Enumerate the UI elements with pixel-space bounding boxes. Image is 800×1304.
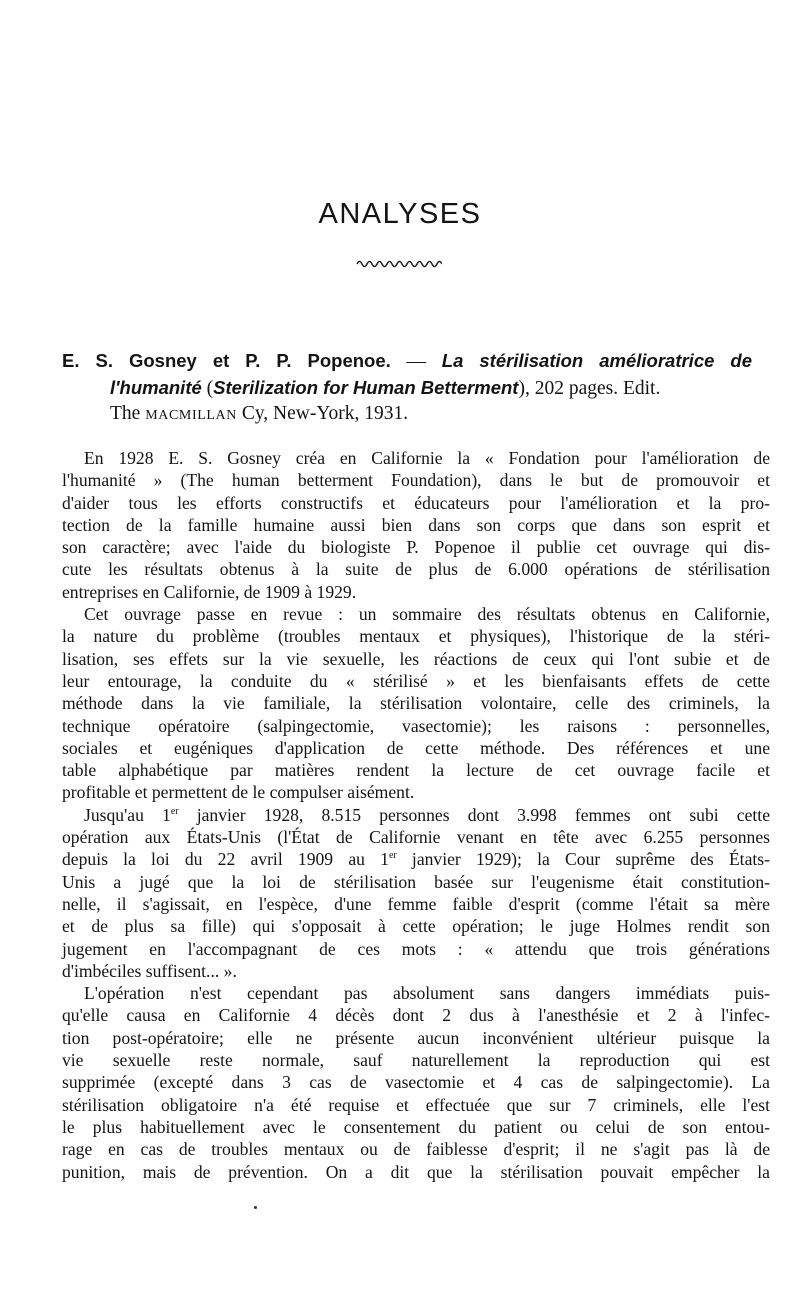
text-line: table alphabétique par matières rendent la lecture de cet ouvrage facile et <box>62 760 770 781</box>
text-segment: Jusqu'au 1 <box>84 804 171 825</box>
text-line: et de plus sa fille) qui s'opposait à cette opération; le juge Holmes rendit son <box>62 916 770 937</box>
heading-dash: — <box>406 351 427 372</box>
text-line: son caractère; avec l'aide du biologiste P. Popenoe il publie cet ouvrage qui dis- <box>62 537 770 558</box>
review-heading <box>62 348 752 429</box>
text-line: supprimée (excepté dans 3 cas de vasectomie et 4 cas de salpingectomie). La <box>62 1072 770 1093</box>
text-line <box>62 848 770 870</box>
text-line: méthode dans la vie familiale, la stérilisation volontaire, celle des criminels, la <box>62 693 770 714</box>
text-line: leur entourage, la conduite du « stérilisé » et les bienfaisants effets de cette <box>62 670 770 691</box>
text-segment: depuis la loi du 22 avril 1909 au 1 <box>62 849 389 870</box>
superscript: er <box>388 850 397 862</box>
page-count: ), 202 pages. Edit. <box>518 377 661 399</box>
text-line: vie sexuelle reste normale, sauf naturellement la reproduction qui est <box>62 1050 770 1071</box>
text-line: tion post-opératoire; elle ne présente aucun inconvénient ultérieur puisque la <box>62 1027 770 1048</box>
text-line: jugement en l'accompagnant de ces mots : « attendu que trois générations <box>62 938 770 959</box>
text-line: lisation, ses effets sur la vie sexuelle, les réactions de ceux qui l'ont subie et de <box>62 648 770 669</box>
book-title-en: Sterilization for Human Betterment <box>213 376 519 398</box>
publisher-prefix: The <box>110 403 141 424</box>
text-line <box>62 804 770 826</box>
superscript: er <box>170 805 179 817</box>
text-line: sociales et eugéniques d'application de cette méthode. Des références et une <box>62 737 770 758</box>
text-line: l'humanité » (The human betterment Foundation), dans le but de promouvoir et <box>62 470 770 491</box>
text-line: rage en cas de troubles mentaux ou de faiblesse d'esprit; il ne s'agit pas là de <box>62 1139 770 1160</box>
section-title: ANALYSES <box>318 198 482 230</box>
text-line: L'opération n'est cependant pas absolument sans dangers immédiats puis- <box>84 983 770 1004</box>
text-line: Cet ouvrage passe en revue : un sommaire des résultats obtenus en Californie, <box>84 604 770 625</box>
text-line: d'aider tous les efforts constructifs et éducateurs pour l'amélioration et la pro- <box>62 492 770 513</box>
text-line: qu'elle causa en Californie 4 décès dont 2 dus à l'anesthésie et 2 à l'infec- <box>62 1005 770 1026</box>
book-title-fr: La stérilisation amélioratrice de <box>441 350 753 371</box>
text-line: cute les résultats obtenus à la suite de plus de 6.000 opérations de stérilisation <box>62 559 770 580</box>
text-line: le plus habituellement avec le consentement du patient ou celui de son entou- <box>62 1116 770 1137</box>
text-segment: janvier 1928, 8.515 personnes dont 3.998 femmes ont subi cette <box>178 804 770 825</box>
text-line: nelle, il s'agissait, en l'espèce, d'une femme faible d'esprit (comme l'était sa mère <box>62 893 770 914</box>
text-line: profitable et permettent de le compulser aisément. <box>62 782 415 803</box>
text-line: En 1928 E. S. Gosney créa en Californie la « Fondation pour l'amélioration de <box>84 448 770 468</box>
publisher-name: MACMILLAN <box>145 408 237 423</box>
print-speck <box>254 1206 257 1209</box>
text-line: punition, mais de prévention. On a dit que la stérilisation pouvait empêcher la <box>62 1161 770 1182</box>
text-line: opération aux États-Unis (l'État de Californie venant en tête avec 6.255 personnes <box>62 827 770 848</box>
wavy-ornament-divider <box>356 258 442 268</box>
authors: E. S. Gosney et P. P. Popenoe. <box>62 350 391 371</box>
publisher-details: Cy, New-York, 1931. <box>241 403 409 424</box>
open-paren: ( <box>206 377 214 399</box>
text-line: d'imbéciles suffisent... ». <box>62 960 237 981</box>
text-line: entreprises en Californie, de 1909 à 1929. <box>62 581 357 602</box>
text-line: la nature du problème (troubles mentaux et physiques), l'historique de la stéri- <box>62 626 770 647</box>
text-segment: janvier 1929); la Cour suprême des États- <box>396 849 770 870</box>
text-line: Unis a jugé que la loi de stérilisation basée sur l'eugenisme était constitution- <box>62 871 770 892</box>
text-line: stérilisation obligatoire n'a été requise et effectuée que sur 7 criminels, elle l'est <box>62 1094 770 1115</box>
text-line: tection de la famille humaine aussi bien dans son corps que dans son esprit et <box>62 514 770 535</box>
review-body <box>62 447 770 1183</box>
text-line: technique opératoire (salpingectomie, vasectomie); les raisons : personnelles, <box>62 715 770 736</box>
book-title-fr-cont: l'humanité <box>110 376 202 398</box>
